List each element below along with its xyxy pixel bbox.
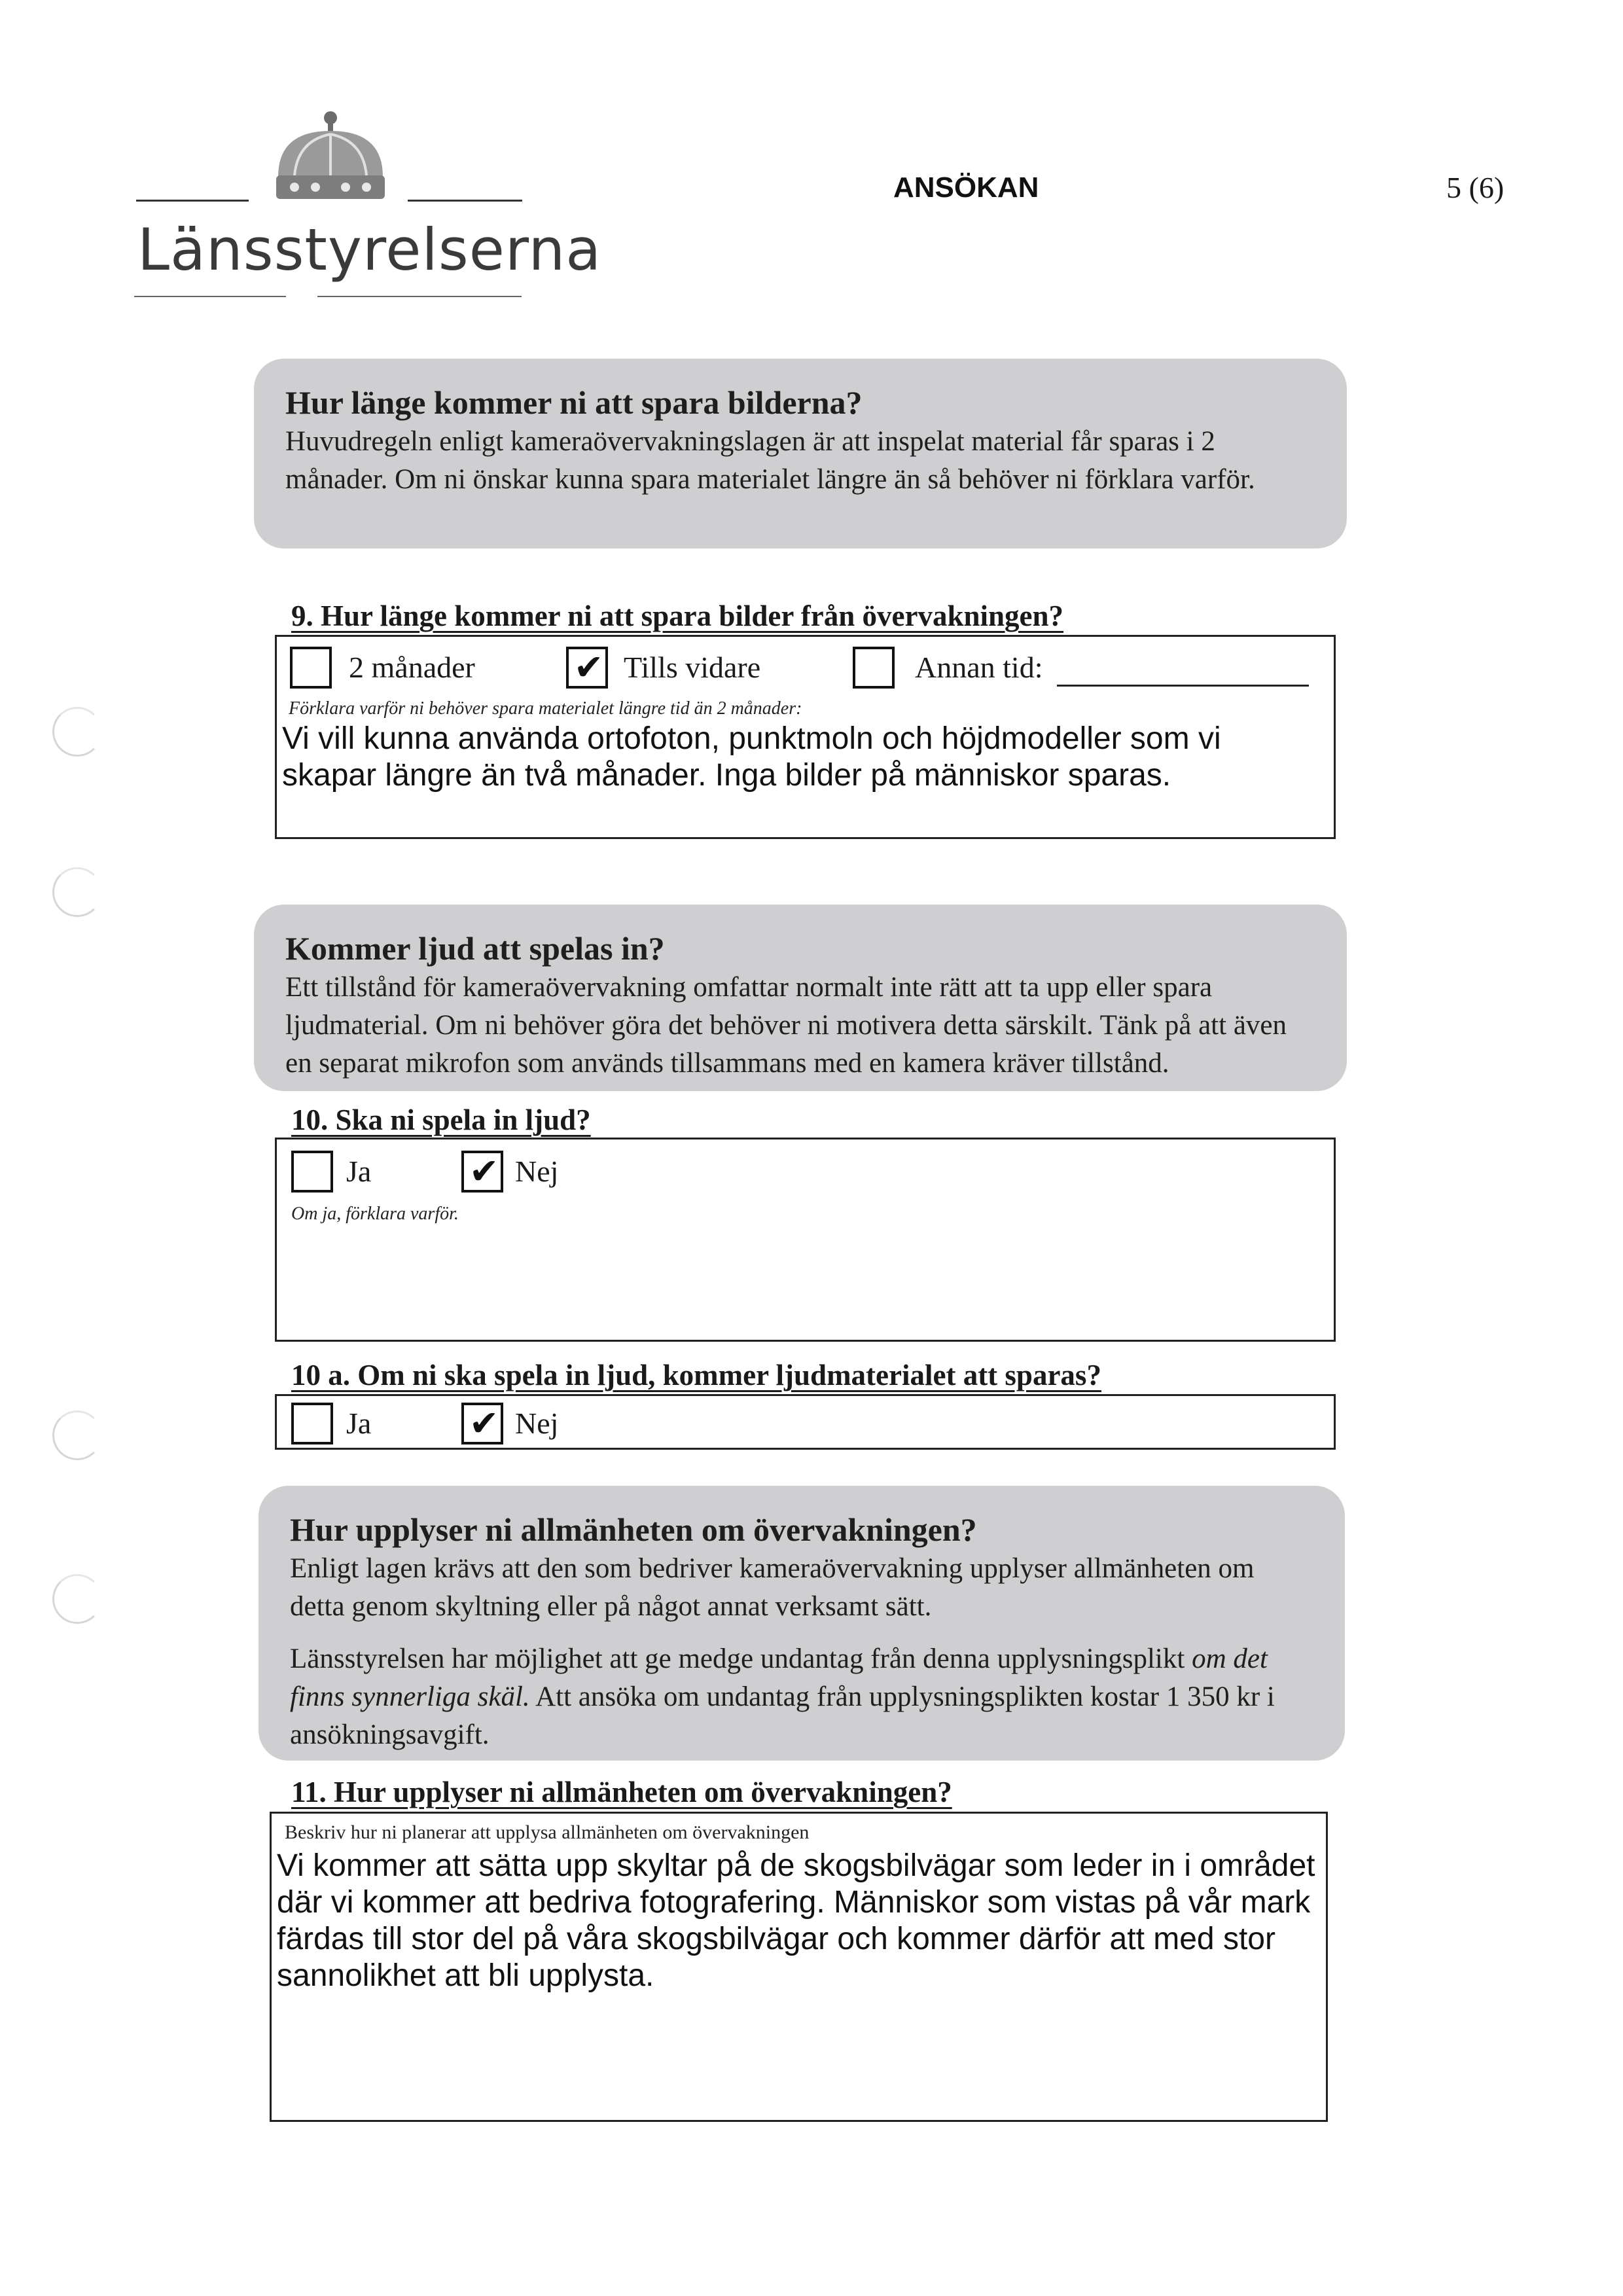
info-box-audio [254,905,1347,1091]
option-label: Nej [515,1155,559,1188]
other-time-field[interactable] [1057,685,1309,687]
punch-hole [52,1574,102,1624]
option-label: Ja [346,1155,372,1188]
option-label: 2 månader [349,651,475,684]
option-label: Tills vidare [624,651,761,684]
punch-hole [52,1410,102,1460]
info-box-signage [259,1486,1345,1761]
checkbox-save-audio-no[interactable] [461,1403,503,1444]
organization-logo-text: Länsstyrelserna [137,216,602,283]
logo-rule [134,296,286,297]
checkbox-audio-yes[interactable] [291,1151,333,1193]
document-title: ANSÖKAN [893,171,1039,204]
question-11-label: 11. Hur upplyser ni allmänheten om övervakningen? [291,1776,952,1808]
checkbox-audio-no[interactable] [461,1151,503,1193]
info-heading: Kommer ljud att spelas in? [285,930,665,967]
info-heading: Hur länge kommer ni att spara bilderna? [285,384,863,421]
question-11-hint: Beskriv hur ni planerar att upplysa allmänheten om övervakningen [285,1821,810,1843]
option-label: Ja [346,1407,372,1440]
question-10-box [275,1138,1336,1342]
punch-hole [52,867,102,917]
question-11-box [270,1812,1328,2122]
info-text-emphasis: om det finns synnerliga skäl. [290,1643,1268,1712]
info-box-storage [254,359,1347,548]
logo-rule [136,200,249,202]
checkbox-until-further[interactable] [566,647,608,689]
crown-logo-icon [268,105,393,209]
option-label: Nej [515,1407,559,1440]
info-text-part: Att ansöka om undantag från upplysningsplikten kostar 1 350 kr i ansökningsavgift. [290,1681,1275,1750]
checkbox-2-months[interactable] [290,647,332,689]
question-9-hint: Förklara varför ni behöver spara materialet längre tid än 2 månader: [289,698,802,719]
info-text-exemption [290,1640,1313,1754]
question-10a-label: 10 a. Om ni ska spela in ljud, kommer ljudmaterialet att sparas? [291,1359,1101,1391]
info-text-part: Länsstyrelsen har möjlighet att ge medge undantag från denna upplysningsplikt [290,1643,1192,1674]
question-10-label: 10. Ska ni spela in ljud? [291,1103,591,1136]
question-9-box [275,635,1336,839]
option-label: Annan tid: [915,651,1043,684]
checkbox-other-time[interactable] [853,647,895,689]
info-text: Huvudregeln enligt kameraövervakningslagen är att inspelat material får sparas i 2 månader. Om ni önskar kunna spara materialet längre än så behöver ni förklara varför. [285,426,1255,495]
info-text: Ett tillstånd för kameraövervakning omfattar normalt inte rätt att ta upp eller spara ljudmaterial. Om ni behöver göra det behöver ni motivera detta särskilt. Tänk på att även en separat mikrofon som används tillsammans med en kamera kräver tillstånd. [285,972,1287,1079]
logo-rule [408,200,522,202]
info-text: Enligt lagen krävs att den som bedriver kameraövervakning upplyser allmänheten om detta genom skyltning eller på något annat verksamt sätt. [290,1553,1255,1622]
punch-hole [52,707,102,757]
info-heading: Hur upplyser ni allmänheten om övervakningen? [290,1511,977,1548]
logo-rule [317,296,522,297]
question-9-answer[interactable]: Vi vill kunna använda ortofoton, punktmoln och höjdmodeller som vi skapar längre än två månader. Inga bilder på människor sparas. [282,721,1221,793]
question-11-answer[interactable]: Vi kommer att sätta upp skyltar på de skogsbilvägar som leder in i området där vi kommer att bedriva fotografering. Människor som vistas på vår mark färdas till stor del på våra skogsbilvägar och kommer därför att med stor sannolikhet att bli upplysta. [277,1848,1315,1993]
question-9-label: 9. Hur länge kommer ni att spara bilder från övervakningen? [291,600,1064,632]
page-number: 5 (6) [1446,171,1505,204]
checkbox-save-audio-yes[interactable] [291,1403,333,1444]
question-10a-box [275,1394,1336,1450]
question-10-hint: Om ja, förklara varför. [291,1204,459,1224]
